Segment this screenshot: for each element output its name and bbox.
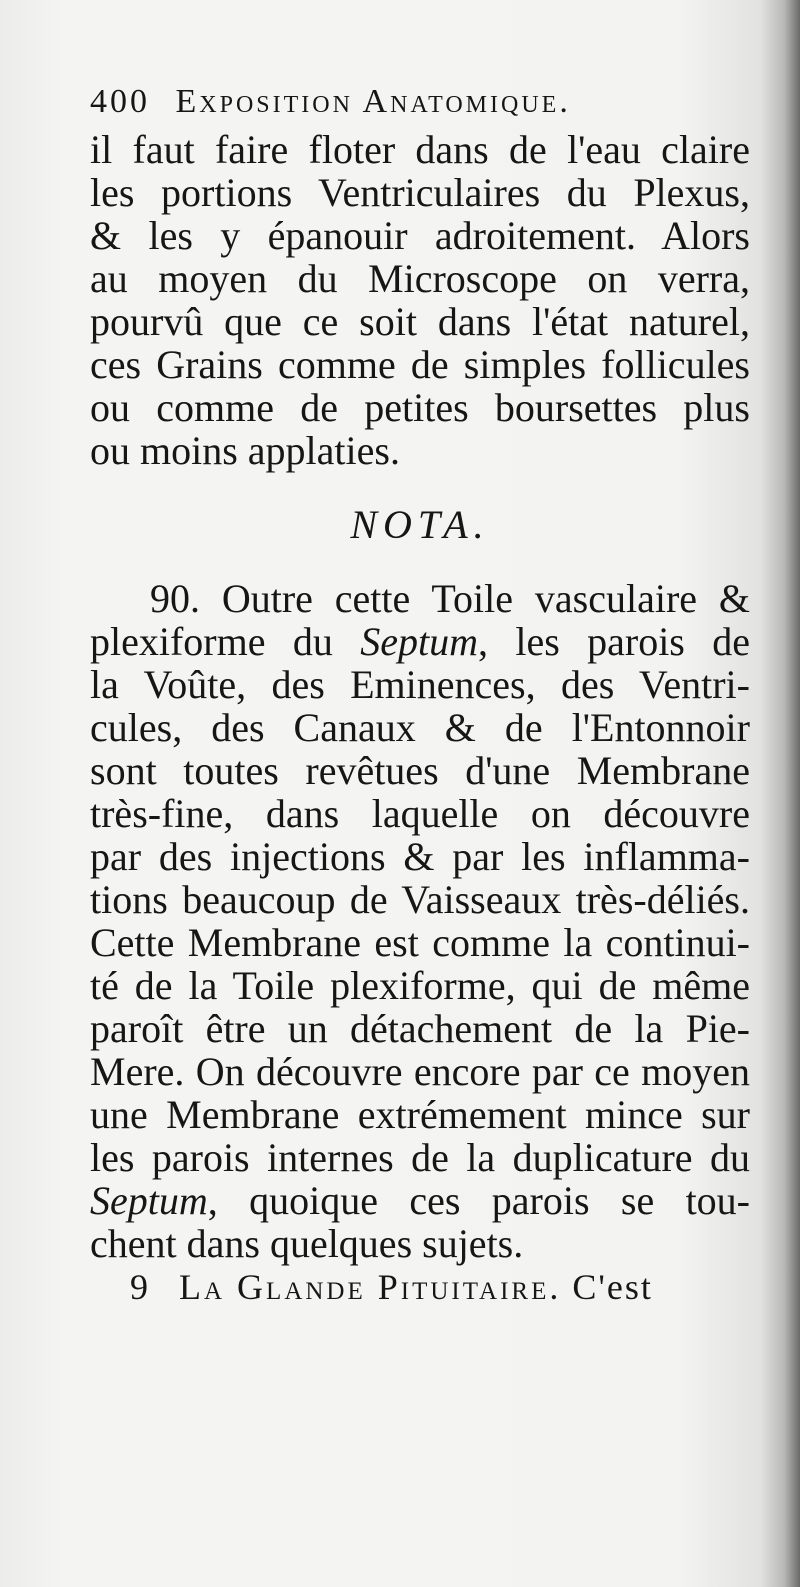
text-line: une Membrane extrémement mince sur	[90, 1092, 750, 1137]
text-line: Cette Membrane est comme la continui-	[90, 920, 750, 965]
section-heading-nota: NOTA.	[350, 502, 490, 547]
text-line: Mere. On découvre encore par ce moyen	[90, 1049, 750, 1094]
next-section-start	[90, 1265, 750, 1309]
text-span: plexiforme du	[90, 619, 361, 664]
italic-term: Septum	[90, 1178, 208, 1223]
page-number: 400	[90, 83, 150, 120]
text-line: il faut faire floter dans de l'eau claire	[90, 127, 750, 172]
text-line: sont toutes revêtues d'une Membrane	[90, 748, 750, 793]
section-title: La Glande Pituitaire.	[179, 1267, 562, 1307]
text-line	[90, 1179, 750, 1222]
section-number: 9	[130, 1267, 150, 1307]
text-line	[90, 620, 750, 663]
running-header	[90, 80, 750, 128]
text-line: par des injections & par les inflamma-	[90, 834, 750, 879]
page-text-block	[90, 80, 750, 1309]
text-line: té de la Toile plexiforme, qui de même	[90, 963, 750, 1008]
text-line: & les y épanouir adroitement. Alors	[90, 213, 750, 258]
text-line: chent dans quelques sujets.	[90, 1221, 524, 1266]
text-span: , quoique ces parois se tou-	[207, 1178, 750, 1223]
text-line: les parois internes de la duplicature du	[90, 1135, 750, 1180]
text-line: ces Grains comme de simples follicules	[90, 342, 750, 387]
text-line: ou moins applaties.	[90, 428, 400, 473]
text-line: au moyen du Microscope on verra,	[90, 256, 750, 301]
text-line: paroît être un détachement de la Pie-	[90, 1006, 750, 1051]
text-line: les portions Ventriculaires du Plexus,	[90, 170, 750, 215]
text-line: ou comme de petites boursettes plus	[90, 385, 750, 430]
text-line: pourvû que ce soit dans l'état naturel,	[90, 299, 750, 344]
text-line: 90. Outre cette Toile vasculaire &	[150, 576, 750, 621]
text-line: la Voûte, des Eminences, des Ventri-	[90, 662, 750, 707]
paragraph-1	[90, 128, 750, 472]
text-line: très-fine, dans laquelle on découvre	[90, 791, 750, 836]
text-line: tions beaucoup de Vaisseaux très-déliés.	[90, 877, 750, 922]
text-span: , les parois de	[477, 619, 750, 664]
text-line: cules, des Canaux & de l'Entonnoir	[90, 705, 750, 750]
running-title: Exposition Anatomique.	[175, 83, 571, 120]
catchword: C'est	[572, 1267, 653, 1307]
paragraph-2	[90, 577, 750, 1265]
italic-term: Septum	[360, 619, 478, 664]
